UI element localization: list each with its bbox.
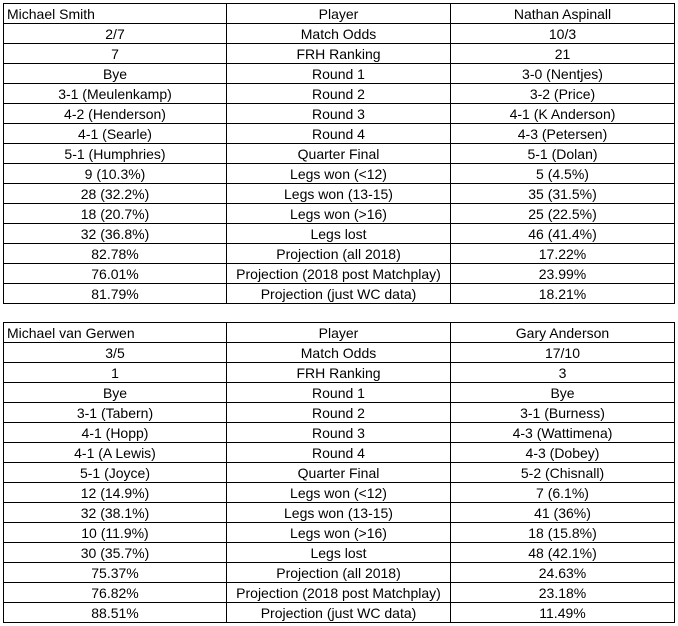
cell-player-b: 35 (31.5%)	[451, 184, 675, 204]
cell-stat-label: Round 2	[227, 403, 451, 423]
header-stat-label: Player	[227, 4, 451, 24]
cell-stat-label: Legs won (13-15)	[227, 184, 451, 204]
cell-player-b: 5-2 (Chisnall)	[451, 463, 675, 483]
cell-player-a: 3-1 (Meulenkamp)	[4, 84, 227, 104]
cell-stat-label: Projection (2018 post Matchplay)	[227, 264, 451, 284]
table-row	[4, 64, 675, 84]
cell-player-a: 9 (10.3%)	[4, 164, 227, 184]
cell-player-b: 17/10	[451, 343, 675, 363]
cell-player-a: 4-1 (Hopp)	[4, 423, 227, 443]
cell-stat-label: Round 1	[227, 383, 451, 403]
cell-stat-label: FRH Ranking	[227, 363, 451, 383]
cell-player-a: 88.51%	[4, 603, 227, 623]
cell-stat-label: Legs won (>16)	[227, 204, 451, 224]
cell-player-b: 23.99%	[451, 264, 675, 284]
cell-stat-label: Projection (all 2018)	[227, 244, 451, 264]
cell-player-b: 17.22%	[451, 244, 675, 264]
cell-stat-label: Projection (just WC data)	[227, 284, 451, 304]
cell-player-b: 5-1 (Dolan)	[451, 144, 675, 164]
cell-player-a: 4-1 (Searle)	[4, 124, 227, 144]
table-row	[4, 284, 675, 304]
cell-player-a: 30 (35.7%)	[4, 543, 227, 563]
table-row	[4, 264, 675, 284]
cell-player-a: 2/7	[4, 24, 227, 44]
cell-player-b: 4-3 (Dobey)	[451, 443, 675, 463]
cell-player-a: 10 (11.9%)	[4, 523, 227, 543]
cell-player-a: 7	[4, 44, 227, 64]
table-row	[4, 403, 675, 423]
cell-player-b: 7 (6.1%)	[451, 483, 675, 503]
table-row	[4, 503, 675, 523]
cell-player-a: 4-1 (A Lewis)	[4, 443, 227, 463]
table-row	[4, 463, 675, 483]
cell-player-a: 32 (36.8%)	[4, 224, 227, 244]
cell-player-b: 11.49%	[451, 603, 675, 623]
cell-stat-label: Legs won (<12)	[227, 483, 451, 503]
header-player-b: Nathan Aspinall	[451, 4, 675, 24]
cell-stat-label: Quarter Final	[227, 463, 451, 483]
cell-player-b: 3-1 (Burness)	[451, 403, 675, 423]
cell-player-a: Bye	[4, 64, 227, 84]
cell-player-a: 28 (32.2%)	[4, 184, 227, 204]
cell-player-b: 18 (15.8%)	[451, 523, 675, 543]
cell-stat-label: Projection (2018 post Matchplay)	[227, 583, 451, 603]
cell-stat-label: Round 2	[227, 84, 451, 104]
table-body	[4, 4, 675, 304]
cell-stat-label: Legs lost	[227, 224, 451, 244]
cell-player-b: 18.21%	[451, 284, 675, 304]
cell-player-a: 3/5	[4, 343, 227, 363]
cell-player-a: 76.82%	[4, 583, 227, 603]
cell-stat-label: Round 3	[227, 104, 451, 124]
cell-player-b: 25 (22.5%)	[451, 204, 675, 224]
cell-player-b: 10/3	[451, 24, 675, 44]
table-row	[4, 204, 675, 224]
cell-stat-label: Projection (all 2018)	[227, 563, 451, 583]
cell-player-b: Bye	[451, 383, 675, 403]
cell-stat-label: Legs lost	[227, 543, 451, 563]
table-row	[4, 563, 675, 583]
table-row	[4, 443, 675, 463]
cell-player-b: 24.63%	[451, 563, 675, 583]
table-body	[4, 323, 675, 623]
table-row	[4, 224, 675, 244]
table-row	[4, 543, 675, 563]
cell-player-b: 41 (36%)	[451, 503, 675, 523]
cell-stat-label: Match Odds	[227, 24, 451, 44]
header-player-a: Michael Smith	[4, 4, 227, 24]
header-player-a: Michael van Gerwen	[4, 323, 227, 343]
table-row	[4, 483, 675, 503]
cell-stat-label: Projection (just WC data)	[227, 603, 451, 623]
cell-stat-label: Round 4	[227, 443, 451, 463]
table-row	[4, 44, 675, 64]
cell-player-b: 4-3 (Petersen)	[451, 124, 675, 144]
table-row	[4, 363, 675, 383]
table-row	[4, 244, 675, 264]
comparison-table-vangerwen-anderson	[3, 322, 675, 623]
cell-player-a: 75.37%	[4, 563, 227, 583]
cell-player-b: 3-2 (Price)	[451, 84, 675, 104]
table-row	[4, 523, 675, 543]
cell-player-b: 4-3 (Wattimena)	[451, 423, 675, 443]
header-stat-label: Player	[227, 323, 451, 343]
table-header-row	[4, 4, 675, 24]
cell-player-b: 23.18%	[451, 583, 675, 603]
cell-stat-label: Round 4	[227, 124, 451, 144]
cell-player-a: 18 (20.7%)	[4, 204, 227, 224]
cell-player-a: 76.01%	[4, 264, 227, 284]
cell-player-a: 12 (14.9%)	[4, 483, 227, 503]
table-row	[4, 423, 675, 443]
cell-player-b: 48 (42.1%)	[451, 543, 675, 563]
cell-stat-label: Quarter Final	[227, 144, 451, 164]
table-header-row	[4, 323, 675, 343]
table-row	[4, 583, 675, 603]
cell-stat-label: Legs won (>16)	[227, 523, 451, 543]
table-row	[4, 84, 675, 104]
table-row	[4, 144, 675, 164]
cell-player-b: 4-1 (K Anderson)	[451, 104, 675, 124]
cell-stat-label: FRH Ranking	[227, 44, 451, 64]
cell-stat-label: Legs won (13-15)	[227, 503, 451, 523]
table-row	[4, 104, 675, 124]
cell-player-b: 46 (41.4%)	[451, 224, 675, 244]
cell-player-b: 3-0 (Nentjes)	[451, 64, 675, 84]
table-row	[4, 24, 675, 44]
cell-stat-label: Round 3	[227, 423, 451, 443]
cell-player-a: 5-1 (Humphries)	[4, 144, 227, 164]
comparison-table-smith-aspinall	[3, 3, 675, 304]
cell-player-a: 81.79%	[4, 284, 227, 304]
cell-player-a: Bye	[4, 383, 227, 403]
cell-player-a: 3-1 (Tabern)	[4, 403, 227, 423]
table-row	[4, 124, 675, 144]
table-row	[4, 164, 675, 184]
cell-player-a: 4-2 (Henderson)	[4, 104, 227, 124]
cell-player-a: 82.78%	[4, 244, 227, 264]
cell-stat-label: Match Odds	[227, 343, 451, 363]
table-row	[4, 603, 675, 623]
cell-player-b: 3	[451, 363, 675, 383]
cell-player-b: 21	[451, 44, 675, 64]
table-row	[4, 383, 675, 403]
cell-player-a: 32 (38.1%)	[4, 503, 227, 523]
table-row	[4, 184, 675, 204]
cell-player-b: 5 (4.5%)	[451, 164, 675, 184]
cell-stat-label: Round 1	[227, 64, 451, 84]
table-row	[4, 343, 675, 363]
header-player-b: Gary Anderson	[451, 323, 675, 343]
cell-stat-label: Legs won (<12)	[227, 164, 451, 184]
cell-player-a: 5-1 (Joyce)	[4, 463, 227, 483]
cell-player-a: 1	[4, 363, 227, 383]
